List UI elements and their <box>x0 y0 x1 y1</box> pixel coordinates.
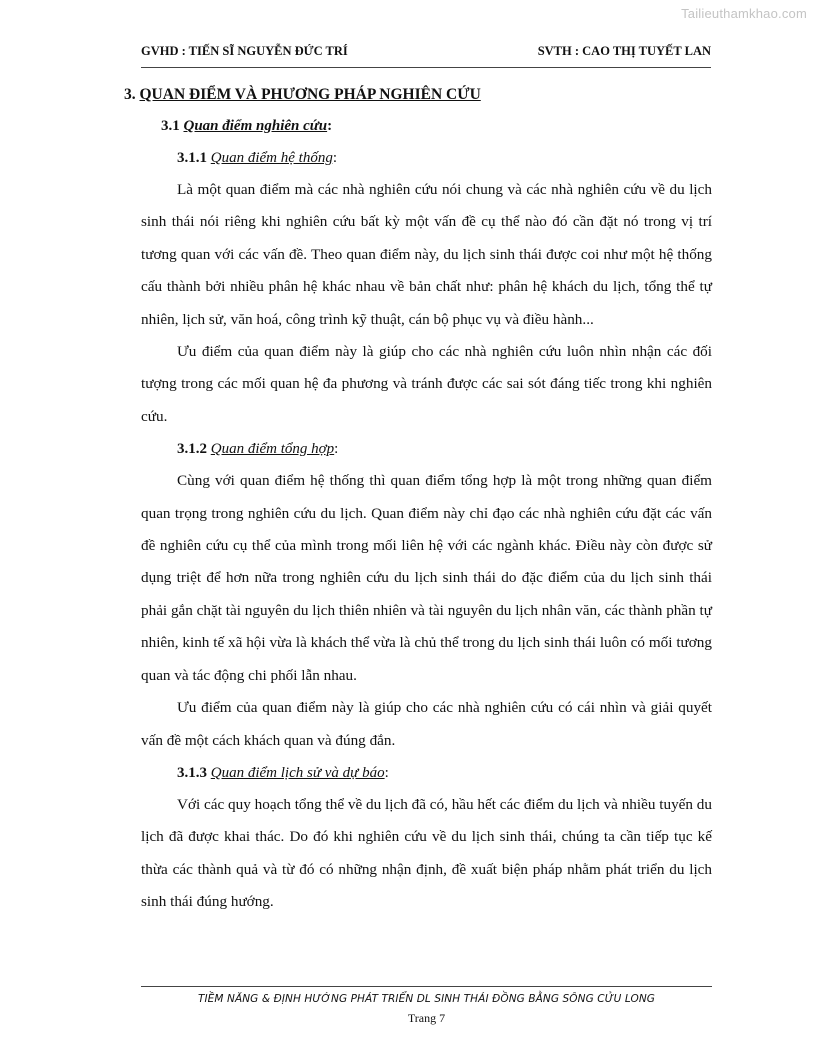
header-supervisor: GVHD : TIẾN SĨ NGUYỄN ĐỨC TRÍ <box>141 44 348 58</box>
footer-title: TIỀM NĂNG & ĐỊNH HƯỚNG PHÁT TRIỂN DL SINH THÁI ĐỒNG BẰNG SÔNG CỬU LONG <box>197 993 656 1005</box>
subsection-number: 3.1 <box>161 118 180 134</box>
item-heading-1 <box>141 142 712 174</box>
subsection-heading <box>141 110 712 142</box>
subsection-title: Quan điểm nghiên cứu <box>183 118 328 134</box>
paragraph: Ưu điểm của quan điểm này là giúp cho các nhà nghiên cứu có cái nhìn và giải quyết vấn đề một cách khách quan và đúng đắn. <box>141 699 712 749</box>
item-number: 3.1.1 <box>177 150 207 166</box>
section-title: QUAN ĐIỂM VÀ PHƯƠNG PHÁP NGHIÊN CỨU <box>139 86 481 103</box>
paragraph: Là một quan điểm mà các nhà nghiên cứu nói chung và các nhà nghiên cứu về du lịch sinh thái nói riêng khi nghiên cứu bất kỳ một vấn đề cụ thể nào đó cần đặt nó trong vị trí tương quan với các vấn đề. Theo quan điểm này, du lịch sinh thái được coi như một hệ thống cấu thành bởi nhiều phân hệ khác nhau về bản chất như: phân hệ khách du lịch, tổng thể tự nhiên, lịch sử, văn hoá, công trình kỹ thuật, cán bộ phục vụ và điều hành... <box>141 181 712 328</box>
page-number: Trang 7 <box>407 1011 446 1025</box>
watermark: Tailieuthamkhao.com <box>681 6 807 21</box>
paragraph: Với các quy hoạch tổng thể về du lịch đã có, hầu hết các điểm du lịch và nhiều tuyến du lịch đã được khai thác. Do đó khi nghiên cứu về du lịch sinh thái, chúng ta cần tiếp tục kế thừa các thành quả và từ đó có những nhận định, đề xuất biện pháp nhằm phát triển du lịch sinh thái đúng hướng. <box>141 795 712 911</box>
item-suffix: : <box>384 764 389 781</box>
subsection-suffix: : <box>327 118 333 134</box>
item-suffix: : <box>332 150 337 166</box>
page-header <box>141 44 711 68</box>
paragraph: Cùng với quan điểm hệ thống thì quan điểm tổng hợp là một trong những quan điểm quan trọng trong nghiên cứu du lịch. Quan điểm này chỉ đạo các nhà nghiên cứu đặt các vấn đề nghiên cứu cụ thể của mình trong mối liên hệ với các ngành khác. Điều này còn được sử dụng triệt để hơn nữa trong nghiên cứu du lịch sinh thái do đặc điểm của du lịch sinh thái phải gắn chặt tài nguyên du lịch thiên nhiên và tài nguyên du lịch nhân văn, các thành phần tự nhiên, kinh tế xã hội vừa là khách thể vừa là chủ thể trong du lịch sinh thái luôn có mối tương quan và tác động chi phối lẫn nhau. <box>141 472 712 684</box>
item-number: 3.1.3 <box>177 764 207 781</box>
item-title: Quan điểm tổng hợp <box>210 441 335 458</box>
item-title: Quan điểm lịch sử và dự báo <box>210 764 385 781</box>
paragraph: Ưu điểm của quan điểm này là giúp cho các nhà nghiên cứu luôn nhìn nhận các đối tượng trong các mối quan hệ đa phương và tránh được các sai sót đáng tiếc trong khi nghiên cứu. <box>141 343 712 425</box>
item-heading-3 <box>141 757 712 789</box>
item-title: Quan điểm hệ thống <box>210 150 333 166</box>
document-body <box>124 80 712 919</box>
page-footer <box>141 986 712 1026</box>
section-number: 3. <box>124 86 136 103</box>
item-suffix: : <box>334 441 339 458</box>
item-heading-2 <box>141 433 712 465</box>
header-student: SVTH : CAO THỊ TUYẾT LAN <box>537 44 711 58</box>
item-number: 3.1.2 <box>177 441 207 458</box>
section-heading <box>124 80 712 110</box>
